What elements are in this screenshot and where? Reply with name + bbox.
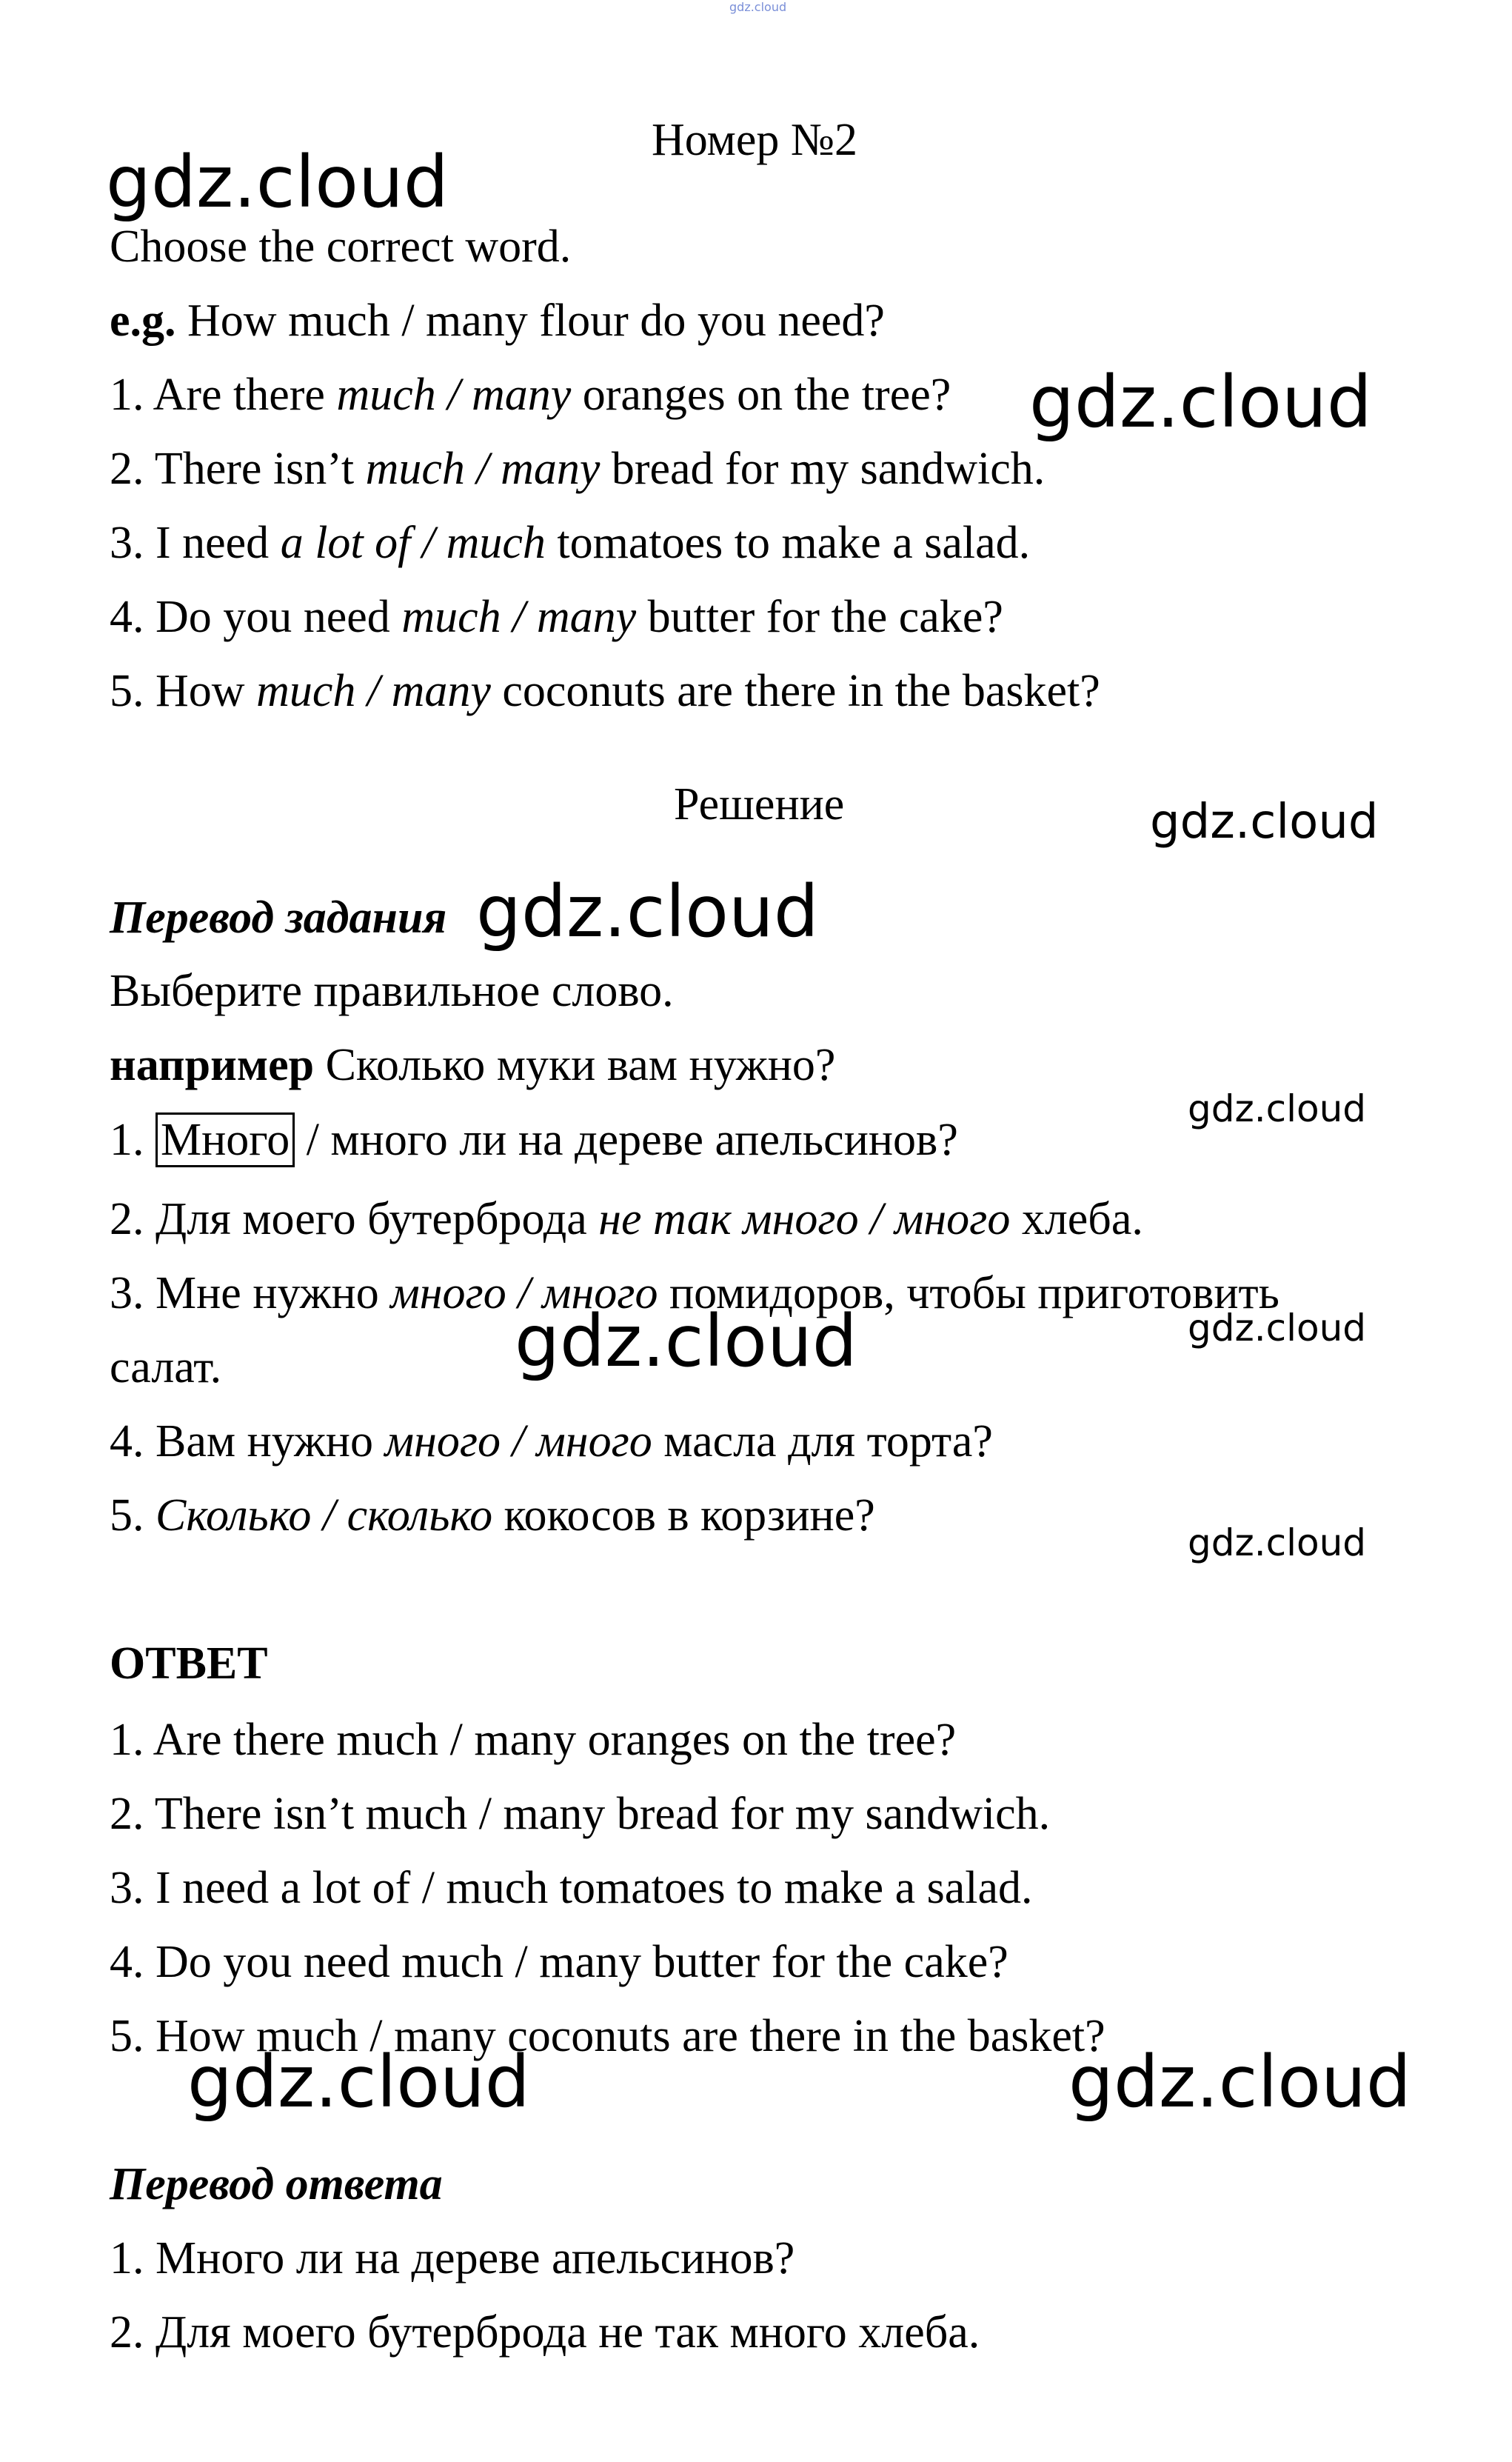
task-item-2: 2. There isn’t much / many bread for my sandwich. xyxy=(110,444,1046,494)
answer-heading: ОТВЕТ xyxy=(110,1638,268,1689)
watermark: gdz.cloud xyxy=(1188,1307,1367,1350)
answer-item-5: 5. How much / many coconuts are there in the basket? xyxy=(110,2011,1105,2061)
watermark: gdz.cloud xyxy=(1188,1087,1367,1130)
task-item-1: 1. Are there much / many oranges on the tree? xyxy=(110,370,951,420)
answer-translation-item-2: 2. Для моего бутерброда не так много хлеба. xyxy=(110,2307,980,2358)
task-item-5: 5. How much / many coconuts are there in the basket? xyxy=(110,666,1100,716)
watermark: gdz.cloud xyxy=(187,2041,530,2124)
page-title: Номер №2 xyxy=(652,115,858,165)
solution-heading: Решение xyxy=(674,779,845,830)
answer-item-2: 2. There isn’t much / many bread for my sandwich. xyxy=(110,1789,1051,1839)
choice: much / many xyxy=(401,592,637,642)
watermark: gdz.cloud xyxy=(106,141,449,224)
boxed-answer: Много xyxy=(155,1112,295,1167)
watermark: gdz.cloud xyxy=(1068,2041,1411,2124)
choice: много / много xyxy=(384,1416,652,1467)
watermark-top: gdz.cloud xyxy=(729,0,787,14)
solution-item-3: 3. Мне нужно много / много помидоров, чтобы приготовить xyxy=(110,1268,1279,1318)
watermark: gdz.cloud xyxy=(476,870,819,953)
choice: много / много xyxy=(390,1268,658,1318)
choice: a lot of / much xyxy=(280,518,546,568)
solution-item-2: 2. Для моего бутерброда не так много / много хлеба. xyxy=(110,1194,1143,1244)
example-label: e.g. xyxy=(110,296,176,346)
answer-translation-heading: Перевод ответа xyxy=(110,2159,443,2209)
task-instruction: Choose the correct word. xyxy=(110,221,572,272)
translation-heading: Перевод задания xyxy=(110,893,447,943)
solution-item-3-cont: салат. xyxy=(110,1342,222,1392)
solution-item-1: 1. Много / много ли на дереве апельсинов? xyxy=(110,1117,958,1163)
solution-item-5: 5. Сколько / сколько кокосов в корзине? xyxy=(110,1490,875,1541)
task-example xyxy=(110,298,885,344)
watermark: gdz.cloud xyxy=(1029,361,1372,444)
solution-item-4: 4. Вам нужно много / много масла для торта? xyxy=(110,1416,993,1467)
answer-item-1: 1. Are there much / many oranges on the tree? xyxy=(110,1715,957,1765)
solution-example xyxy=(110,1042,835,1088)
choice: не так много / много xyxy=(598,1194,1011,1244)
solution-example-text: Сколько муки вам нужно? xyxy=(325,1040,836,1090)
watermark: gdz.cloud xyxy=(515,1300,857,1383)
choice: much / many xyxy=(365,444,601,494)
task-item-4: 4. Do you need much / many butter for the cake? xyxy=(110,592,1003,642)
choice: much / many xyxy=(336,370,572,420)
answer-item-4: 4. Do you need much / many butter for the cake? xyxy=(110,1937,1008,1987)
answer-item-3: 3. I need a lot of / much tomatoes to make a salad. xyxy=(110,1863,1033,1913)
answer-translation-item-1: 1. Много ли на дереве апельсинов? xyxy=(110,2233,795,2283)
choice: Сколько / сколько xyxy=(155,1490,493,1541)
solution-instruction: Выберите правильное слово. xyxy=(110,966,674,1016)
choice: much / many xyxy=(256,666,491,716)
watermark: gdz.cloud xyxy=(1188,1521,1367,1564)
solution-example-label: например xyxy=(110,1040,315,1090)
watermark: gdz.cloud xyxy=(1150,795,1379,850)
example-text: How much / many flour do you need? xyxy=(187,296,885,346)
task-item-3: 3. I need a lot of / much tomatoes to make a salad. xyxy=(110,518,1031,568)
